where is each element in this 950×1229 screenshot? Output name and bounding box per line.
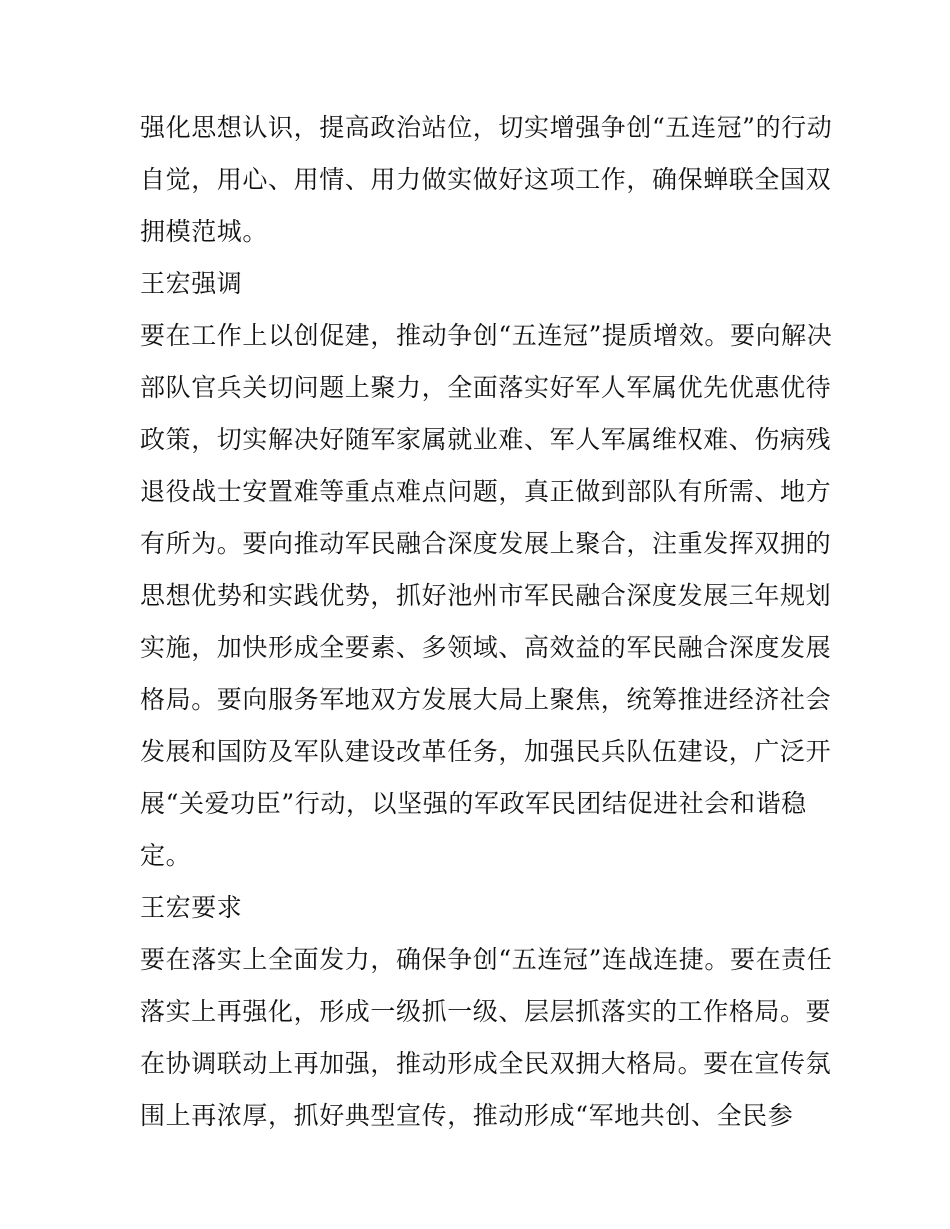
text-line: 围上再浓厚，抓好典型宣传，推动形成“军地共创、全民参: [140, 1101, 794, 1130]
section-heading: 王宏要求: [140, 893, 243, 922]
text-line: 有所为。要向推动军民融合深度发展上聚合，注重发挥双拥的: [140, 529, 832, 558]
text-line: 实施，加快形成全要素、多领域、高效益的军民融合深度发展: [140, 633, 832, 662]
text-line: 拥模范城。: [140, 217, 269, 246]
text-line: 政策，切实解决好随军家属就业难、军人军属维权难、伤病残: [140, 425, 832, 454]
text-line: 定。: [140, 841, 192, 870]
section-heading: 王宏强调: [140, 269, 243, 298]
text-line: 发展和国防及军队建设改革任务，加强民兵队伍建设，广泛开: [140, 737, 832, 766]
text-line: 要在工作上以创促建，推动争创“五连冠”提质增效。要向解决: [140, 321, 833, 350]
text-line: 自觉，用心、用情、用力做实做好这项工作，确保蝉联全国双: [140, 165, 832, 194]
text-line: 部队官兵关切问题上聚力，全面落实好军人军属优先优惠优待: [140, 373, 832, 402]
text-line: 在协调联动上再加强，推动形成全民双拥大格局。要在宣传氛: [140, 1049, 832, 1078]
text-line: 要在落实上全面发力，确保争创“五连冠”连战连捷。要在责任: [140, 945, 833, 974]
text-line: 格局。要向服务军地双方发展大局上聚焦，统筹推进经济社会: [140, 685, 832, 714]
text-line: 强化思想认识，提高政治站位，切实增强争创“五连冠”的行动: [140, 113, 833, 142]
text-line: 展“关爱功臣”行动，以坚强的军政军民团结促进社会和谐稳: [140, 789, 807, 818]
text-line: 落实上再强化，形成一级抓一级、层层抓落实的工作格局。要: [140, 997, 832, 1026]
text-line: 思想优势和实践优势，抓好池州市军民融合深度发展三年规划: [140, 581, 832, 610]
text-line: 退役战士安置难等重点难点问题，真正做到部队有所需、地方: [140, 477, 832, 506]
